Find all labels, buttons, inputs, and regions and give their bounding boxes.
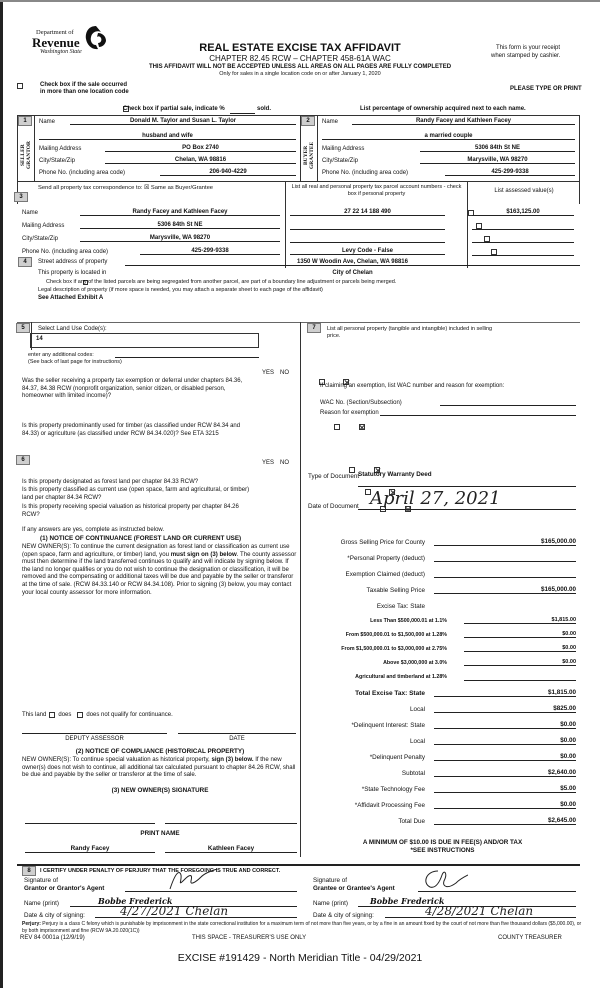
perjury-notice xyxy=(22,921,582,934)
additional-codes-label: enter any additional codes: xyxy=(28,352,94,358)
date-label: DATE xyxy=(229,736,245,742)
tax-value-delinquent-penalty[interactable]: $0.00 xyxy=(434,753,576,761)
no-header-6: NO xyxy=(280,460,289,466)
tax-value-gross[interactable]: $165,000.00 xyxy=(434,538,576,546)
no-header: NO xyxy=(280,370,289,376)
located-label: This property is located in xyxy=(38,270,107,276)
tax-label-bracket-1: Less Than $500,000.01 at 1.1% xyxy=(370,618,447,624)
seller-phone-field[interactable]: 206-940-4229 xyxy=(160,169,296,176)
tax-value-agricultural[interactable] xyxy=(464,673,576,681)
deputy-assessor-label: DEPUTY ASSESSOR xyxy=(65,736,124,742)
grantee-sig-label-1: Signature of xyxy=(313,877,347,884)
correspondence-heading: Send all property tax correspondence to: ☒ Same as Buyer/Grantee xyxy=(38,185,214,191)
tax-value-delinquent-interest-state[interactable]: $0.00 xyxy=(434,721,576,729)
land-use-code-field[interactable] xyxy=(30,333,259,348)
tax-label-delinquent-interest-local: Local xyxy=(409,738,425,745)
divider xyxy=(579,115,580,182)
deputy-assessor-signature[interactable] xyxy=(22,728,167,734)
doc-type-field[interactable]: Statutory Warranty Deed xyxy=(358,471,576,487)
section-number-2: 2 xyxy=(301,116,315,126)
corr-address-field[interactable]: 5306 84th St NE xyxy=(80,222,280,229)
seller-name2-field[interactable]: husband and wife xyxy=(39,133,296,140)
notice2-text-bold: sign (3) below. xyxy=(211,756,254,763)
tax-label-delinquent-penalty: *Delinquent Penalty xyxy=(369,754,425,761)
forest-question: Is this property designated as forest land per chapter 84.33 RCW? xyxy=(22,479,199,485)
ownership-note: List percentage of ownership acquired next to each name. xyxy=(360,106,526,112)
notice-compliance-title: (2) NOTICE OF COMPLIANCE (HISTORICAL PROPERTY) xyxy=(75,748,245,755)
yes-header: YES xyxy=(262,370,275,376)
does-not-label: does not qualify for continuance. xyxy=(86,712,173,718)
doc-type-label: Type of Document xyxy=(308,473,360,480)
segregated-label: Check box if any of the listed parcels are being segregated from another parcel, are part of a boundary line adjustment or parcels being merged. xyxy=(46,279,397,285)
perjury-bold: Perjury: xyxy=(22,921,41,927)
this-land-label: This land xyxy=(22,712,47,718)
divider xyxy=(579,182,580,204)
grantor-date-field[interactable]: 4/27/2021 Chelan xyxy=(95,904,297,918)
grantee-date-field[interactable]: 4/28/2021 Chelan xyxy=(385,904,576,918)
tax-value-technology-fee[interactable]: $5.00 xyxy=(434,785,576,793)
excise-stamp: EXCISE #191429 - North Meridian Title - 04/29/2021 xyxy=(177,952,423,964)
grantor-date-label: Date & city of signing: xyxy=(24,912,85,919)
tax-label-delinquent-interest-state: *Delinquent Interest: State xyxy=(351,722,425,729)
divider xyxy=(317,115,318,182)
grantee-signature-field[interactable] xyxy=(418,877,576,892)
buyer-name-label: Name xyxy=(322,119,339,125)
tax-label-agricultural: Agricultural and timberland at 1.28% xyxy=(355,674,447,680)
corr-city-field[interactable]: Marysville, WA 98270 xyxy=(80,235,280,242)
minimum-due-note: A MINIMUM OF $10.00 IS DUE IN FEE(S) AND/OR TAX xyxy=(362,839,523,846)
form-note: Only for sales in a single location code on or after January 1, 2020 xyxy=(219,71,381,77)
tax-label-local: Local xyxy=(409,706,425,713)
tax-label-technology-fee: *State Technology Fee xyxy=(361,786,425,793)
located-field[interactable]: City of Chelan xyxy=(332,270,373,276)
exemption-question: Was the seller receiving a property tax exemption or deferral under chapters 84.36, 84.37, 84.38 RCW (nonprofit organization, senior citizen, or disabled person, homeowner with limited income)? xyxy=(22,378,243,399)
tax-value-bracket-1[interactable]: $1,815.00 xyxy=(464,617,576,624)
parcel-number-1[interactable]: 27 22 14 188 490 xyxy=(290,209,445,216)
divider xyxy=(467,182,468,268)
scan-edge-top xyxy=(0,0,600,2)
tax-label-exemption: Exemption Claimed (deduct) xyxy=(345,571,425,578)
buyer-city-label: City/State/Zip xyxy=(322,158,359,164)
land-use-label: Select Land Use Code(s): xyxy=(38,326,107,332)
parcel-number-3[interactable] xyxy=(290,235,445,243)
tax-value-subtotal[interactable]: $2,640.00 xyxy=(434,769,576,777)
treasurer-use-only: THIS SPACE - TREASURER'S USE ONLY xyxy=(192,935,307,941)
section-number-1: 1 xyxy=(18,116,32,126)
receipt-note-2: when stamped by cashier. xyxy=(491,53,561,59)
tax-value-bracket-3[interactable]: $0.00 xyxy=(464,645,576,652)
buyer-phone-field[interactable]: 425-299-9338 xyxy=(445,169,575,176)
notice-continuance-text xyxy=(22,543,298,596)
tax-label-personal-property: *Personal Property (deduct) xyxy=(347,555,425,562)
tax-label-processing-fee: *Affidavit Processing Fee xyxy=(354,802,425,809)
seller-address-field[interactable]: PO Box 2740 xyxy=(105,145,296,152)
grantee-name-field[interactable]: Bobbe Frederick xyxy=(358,896,576,907)
section-number-3: 3 xyxy=(14,192,28,202)
print-name-label: PRINT NAME xyxy=(140,830,180,837)
logo-line2: Revenue xyxy=(32,35,80,50)
land-use-code: 14 xyxy=(36,336,43,342)
parcel-number-2[interactable] xyxy=(290,222,445,230)
tax-value-total-state[interactable]: $1,815.00 xyxy=(434,689,576,697)
street-field[interactable]: 1350 W Woodin Ave, Chelan, WA 98816 xyxy=(125,259,580,266)
seller-city-label: City/State/Zip xyxy=(39,158,76,164)
notice2-text-a: NEW OWNER(S): To continue special valuation as historical property, xyxy=(22,756,212,763)
notice1-text-b: . The county assessor must then determine if the land transferred continues to qualify and will indicate by signing below. If the land no longer qualifies or you do not wish to continue the designation or classification, it will be removed and the compensating or additional taxes will be due and payable by the seller or transferor at the time of sale. (RCW 84.33.140 or RCW 84.34.108). Prior to signing (3) below, you may contact your local county assessor for more information. xyxy=(22,550,297,596)
grantor-signature-icon xyxy=(165,869,225,891)
column-divider xyxy=(300,322,301,857)
partial-sale-percent-field[interactable] xyxy=(230,106,255,114)
seller-city-field[interactable]: Chelan, WA 98816 xyxy=(105,157,296,164)
legal-label: Legal description of property (if more space is needed, you may attach a separate sheet to each page of the affidavit) xyxy=(38,287,323,293)
certify-heading: I CERTIFY UNDER PENALTY OF PERJURY THAT THE FOREGOING IS TRUE AND CORRECT. xyxy=(40,868,281,874)
logo-line1: Department of xyxy=(36,29,74,36)
current-use-question: Is this property classified as current use (open space, farm and agricultural, or timber) land per chapter 84.34 RCW? xyxy=(22,487,250,501)
new-owner-signature-title: (3) NEW OWNER(S) SIGNATURE xyxy=(111,787,209,794)
grantor-name-label: Name (print) xyxy=(24,900,59,907)
reason-label: Reason for exemption xyxy=(320,410,379,416)
section-number-5: 5 xyxy=(16,323,30,333)
buyer-name2-field[interactable]: a married couple xyxy=(322,133,575,140)
buyer-name-field[interactable]: Randy Facey and Kathleen Facey xyxy=(352,118,575,125)
buyer-grantee-label: BUYER GRANTEE xyxy=(303,141,315,169)
timber-question: Is this property predominantly used for timber (as classified under RCW 84.34 and 84.33) or agriculture (as classified under RCW 84.34.020)? See ETA 3215 xyxy=(22,423,241,437)
form-revision: REV 84 0001a (12/9/19) xyxy=(20,935,85,941)
wac-field[interactable] xyxy=(440,398,576,406)
form-subtitle: CHAPTER 82.45 RCW – CHAPTER 458-61A WAC xyxy=(209,54,391,63)
parcels-heading: List all real and personal property tax parcel account numbers - check box if personal property xyxy=(291,184,462,197)
assessor-date-field[interactable] xyxy=(178,728,296,734)
tax-value-taxable[interactable]: $165,000.00 xyxy=(434,586,576,594)
multi-location-checkbox[interactable] xyxy=(17,83,23,89)
corr-name-field[interactable]: Randy Facey and Kathleen Facey xyxy=(80,209,280,216)
seller-address-label: Mailing Address xyxy=(39,146,82,152)
please-type: PLEASE TYPE OR PRINT xyxy=(510,86,582,92)
corr-address-label: Mailing Address xyxy=(22,223,65,229)
tax-value-total-due[interactable]: $2,645.00 xyxy=(434,817,576,825)
grantee-name-label: Name (print) xyxy=(313,900,348,907)
divider xyxy=(17,864,580,866)
does-label: does xyxy=(58,712,72,718)
divider xyxy=(17,181,580,182)
doc-date-label: Date of Document xyxy=(308,503,359,510)
multi-location-label-2: in more than one location code xyxy=(40,89,129,95)
historical-question: Is this property receiving special valuation as historical property per chapter 84.26 RCW? xyxy=(22,504,239,518)
assessed-value-2[interactable] xyxy=(472,222,574,230)
tax-label-total-due: Total Due xyxy=(398,818,425,825)
does-not-checkbox[interactable] xyxy=(77,712,83,718)
corr-city-label: City/State/Zip xyxy=(22,236,59,242)
tax-label-total-state: Total Excise Tax: State xyxy=(355,690,425,697)
assessed-heading: List assessed value(s) xyxy=(494,188,554,194)
buyer-phone-label: Phone No. (including area code) xyxy=(322,170,409,176)
divider xyxy=(34,115,35,182)
notice-compliance-text xyxy=(22,756,298,779)
wa-swirl-icon xyxy=(84,25,108,51)
section-number-6: 6 xyxy=(16,455,30,465)
grantee-date-label: Date & city of signing: xyxy=(313,912,374,919)
wac-label: WAC No. (Section/Subsection) xyxy=(320,400,402,406)
seller-name-field[interactable]: Donald M. Taylor and Susan L. Taylor xyxy=(70,118,296,125)
street-label: Street address of property xyxy=(38,259,108,265)
county-treasurer-label: COUNTY TREASURER xyxy=(498,935,562,941)
multi-location-label-1: Check box if the sale occurred xyxy=(40,82,128,88)
corr-name-label: Name xyxy=(22,210,39,216)
tax-value-local[interactable]: $825.00 xyxy=(434,705,576,713)
sold-label: sold. xyxy=(257,106,272,112)
tax-label-subtotal: Subtotal xyxy=(401,770,425,777)
corr-phone-field[interactable]: 425-299-9338 xyxy=(140,248,280,255)
form-warning: THIS AFFIDAVIT WILL NOT BE ACCEPTED UNLESS ALL AREAS ON ALL PAGES ARE FULLY COMPLETED xyxy=(148,64,452,70)
parcel-number-4[interactable]: Levy Code - False xyxy=(290,248,445,255)
perjury-text: Perjury is a class C felony which is punishable by imprisonment in the state correctional institution for a maximum term of not more than five years, or by a fine in an amount fixed by the court of not more than five thousand dollars ($5,000.00), or by both imprisonment and fine (RCW 9A.20.020(1C)) xyxy=(22,921,582,934)
timber-no-checkbox[interactable] xyxy=(359,424,365,430)
tax-value-delinquent-interest-local[interactable]: $0.00 xyxy=(434,737,576,745)
grantee-signature-icon xyxy=(418,867,468,893)
grantor-signature-field[interactable] xyxy=(125,877,297,892)
receipt-note-1: This form is your receipt xyxy=(496,45,561,51)
buyer-address-field[interactable]: 5306 84th St NE xyxy=(420,145,575,152)
tax-value-processing-fee[interactable]: $0.00 xyxy=(434,801,576,809)
grantor-name-field[interactable]: Bobbe Frederick xyxy=(70,896,297,907)
tax-label-bracket-3: From $1,500,000.01 to $3,000,000 at 2.75% xyxy=(341,646,447,652)
seller-phone-label: Phone No. (including area code) xyxy=(39,170,126,176)
tax-label-bracket-4: Above $3,000,000 at 3.0% xyxy=(383,660,447,666)
seller-name-label: Name xyxy=(39,119,56,125)
exemption-heading: If claiming an exemption, list WAC number and reason for exemption: xyxy=(320,383,505,389)
tax-label-gross: Gross Selling Price for County xyxy=(340,539,425,546)
grantee-sig-label-2: Grantee or Grantee's Agent xyxy=(313,885,395,892)
assessed-value-4[interactable] xyxy=(472,248,574,256)
new-owner-name-2[interactable]: Kathleen Facey xyxy=(165,845,297,853)
section-number-4: 4 xyxy=(18,257,32,267)
see-instructions-note: *SEE INSTRUCTIONS xyxy=(410,847,475,854)
assessed-value-3[interactable] xyxy=(472,235,574,243)
logo-line3: Washington State xyxy=(40,49,82,55)
corr-phone-label: Phone No. (including area code) xyxy=(22,249,109,255)
grantor-sig-label-2: Grantor or Grantor's Agent xyxy=(24,885,105,892)
tax-value-bracket-4[interactable]: $0.00 xyxy=(464,659,576,666)
tax-value-personal-property[interactable] xyxy=(434,554,576,562)
divider xyxy=(285,182,286,268)
notice1-text-a: NEW OWNER(S): To continue the current designation as forest land or classification as current use (open space, farm and agriculture, or timber) land, you xyxy=(22,543,290,558)
tax-value-bracket-2[interactable]: $0.00 xyxy=(464,631,576,638)
new-owner-signature-1[interactable] xyxy=(25,820,155,824)
partial-sale-label: Check box if partial sale, indicate % xyxy=(123,106,225,112)
notice-continuance-title: (1) NOTICE OF CONTINUANCE (FOREST LAND OR CURRENT USE) xyxy=(40,535,242,542)
grantor-sig-label-1: Signature of xyxy=(24,877,58,884)
section-number-7: 7 xyxy=(307,323,321,333)
continuance-qualification xyxy=(22,712,173,718)
additional-codes-field[interactable] xyxy=(115,352,259,358)
section-number-8: 8 xyxy=(22,866,36,876)
divider xyxy=(17,115,580,116)
notice2-text-b: If the new owner(s) does not wish to continue, all additional tax calculated pursuant to chapter 84.26 RCW, shall be due and payable by the seller or transferor at the time of sale. xyxy=(22,756,296,779)
new-owner-name-1[interactable]: Randy Facey xyxy=(25,845,155,853)
seller-grantor-label: SELLER GRANTOR xyxy=(20,141,32,170)
legal-description[interactable]: See Attached Exhibit A xyxy=(38,295,104,301)
divider xyxy=(17,322,580,323)
tax-label-excise-state: Excise Tax: State xyxy=(376,603,425,610)
doc-date-field[interactable]: April 27, 2021 xyxy=(358,488,576,510)
tax-label-bracket-2: From $500,000.01 to $1,500,000 at 1.28% xyxy=(345,632,447,638)
assessed-value-1[interactable]: $163,125.00 xyxy=(472,209,574,216)
tax-label-taxable: Taxable Selling Price xyxy=(366,587,425,594)
land-use-instructions: (See back of last page for instructions) xyxy=(28,359,122,365)
if-yes-instruction: If any answers are yes, complete as instructed below. xyxy=(22,527,165,533)
timber-yes-checkbox[interactable] xyxy=(334,424,340,430)
new-owner-signature-2[interactable] xyxy=(165,820,297,824)
buyer-city-field[interactable]: Marysville, WA 98270 xyxy=(420,157,575,164)
personal-property-label: List all personal property (tangible and intangible) included in selling price. xyxy=(327,326,493,339)
reason-field[interactable] xyxy=(380,408,576,416)
yes-header-6: YES xyxy=(262,460,275,466)
notice1-text-bold: must sign on (3) below xyxy=(170,550,237,558)
tax-value-exemption[interactable] xyxy=(434,570,576,578)
does-checkbox[interactable] xyxy=(49,712,55,718)
scan-edge xyxy=(0,0,3,988)
form-title: REAL ESTATE EXCISE TAX AFFIDAVIT xyxy=(199,42,401,54)
dor-logo xyxy=(30,27,100,67)
buyer-address-label: Mailing Address xyxy=(322,146,365,152)
